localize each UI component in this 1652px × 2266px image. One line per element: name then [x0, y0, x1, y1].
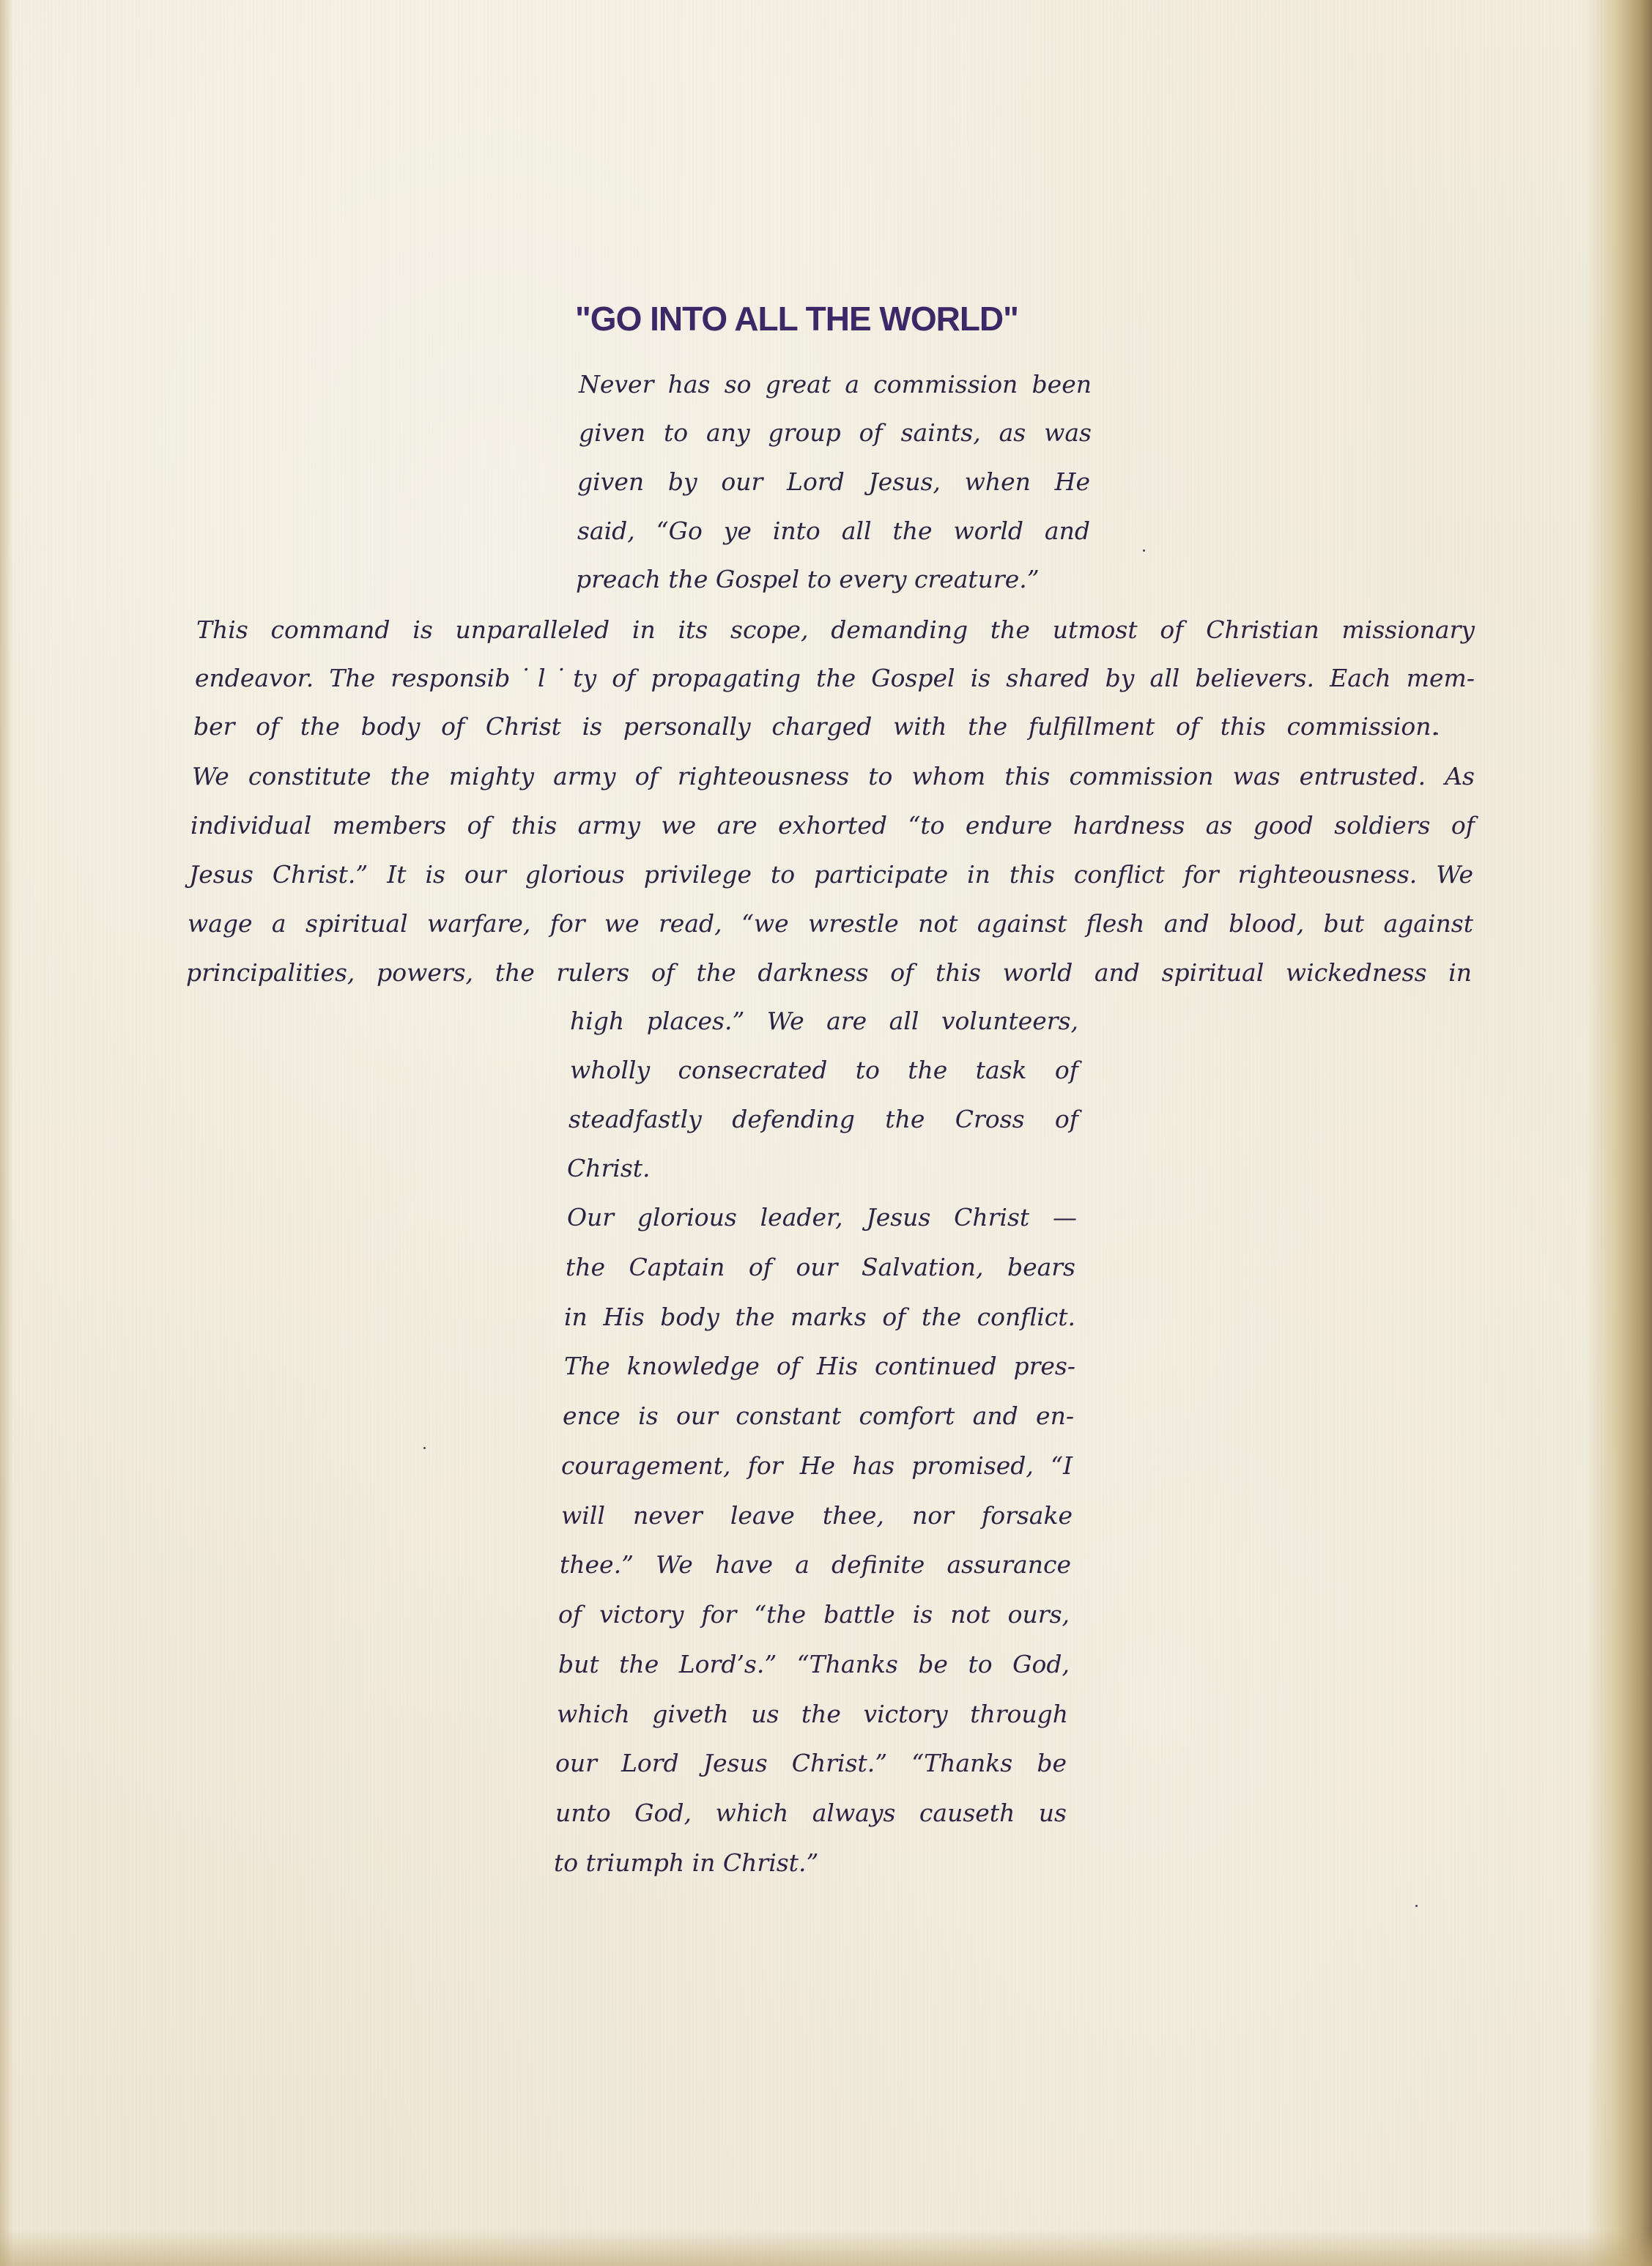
column-line: thee.” We have a definite assurance — [560, 1550, 1071, 1579]
wide-line: principalities, powers, the rulers of the darkness of this world and spiritual wickedness in — [186, 958, 1472, 987]
paper-speck — [1415, 1905, 1418, 1907]
column-line: the Captain of our Salvation, bears — [566, 1253, 1075, 1281]
column-line: to triumph in Christ.” — [554, 1848, 819, 1877]
column-line: couragement, for He has promised, “I — [561, 1451, 1073, 1480]
article-title: "GO INTO ALL THE WORLD" — [575, 300, 1018, 338]
wide-line: This command is unparalleled in its scope, demanding the utmost of Christian missionary — [196, 615, 1475, 644]
wide-line: We constitute the mighty army of righteousness to whom this commission was entrusted. As — [192, 762, 1475, 790]
column-line: The knowledge of His continued pres- — [564, 1352, 1075, 1380]
wide-line: wage a spiritual warfare, for we read, “we wrestle not against flesh and blood, but against — [188, 909, 1473, 938]
column-line: but the Lord’s.” “Thanks be to God, — [558, 1650, 1070, 1678]
paper-speck — [1143, 549, 1145, 552]
column-line: steadfastly defending the Cross of — [568, 1105, 1078, 1133]
wide-line: Jesus Christ.” It is our glorious privilege to participate in this conflict for righteousness. We — [189, 860, 1473, 889]
column-line: Our glorious leader, Jesus Christ — — [567, 1203, 1077, 1232]
intro-line: Never has so great a commission been — [579, 370, 1092, 399]
wide-line: endeavor. The responsib˙l˙ty of propagating the Gospel is shared by all believers. Each mem- — [195, 664, 1475, 692]
intro-line: given by our Lord Jesus, when He — [577, 467, 1090, 496]
intro-line: given to any group of saints, as was — [579, 418, 1092, 447]
paper-speck — [423, 1447, 426, 1449]
column-line: high places.” We are all volunteers, — [570, 1007, 1078, 1035]
page-left-edge — [0, 0, 13, 2266]
column-line: in His body the marks of the conflict. — [564, 1303, 1075, 1331]
column-line: which giveth us the victory through — [557, 1700, 1068, 1728]
wide-line: ber of the body of Christ is personally charged with the fulfillment of this commission. — [193, 712, 1439, 741]
page-bottom-edge — [0, 2229, 1652, 2266]
column-line: of victory for “the battle is not ours, — [558, 1600, 1070, 1629]
column-line: will never leave thee, nor forsake — [561, 1501, 1073, 1530]
column-line: wholly consecrated to the task of — [570, 1056, 1078, 1084]
wide-line: individual members of this army we are exhorted “to endure hardness as good soldiers of — [190, 811, 1475, 840]
page-right-edge — [1586, 0, 1652, 2266]
column-line: Christ. — [567, 1154, 651, 1182]
intro-line: preach the Gospel to every creature.” — [576, 565, 1040, 593]
column-line: unto God, which always causeth us — [555, 1799, 1067, 1827]
column-line: our Lord Jesus Christ.” “Thanks be — [555, 1749, 1067, 1777]
intro-line: said, “Go ye into all the world and — [577, 516, 1090, 545]
column-line: ence is our constant comfort and en- — [563, 1402, 1074, 1430]
